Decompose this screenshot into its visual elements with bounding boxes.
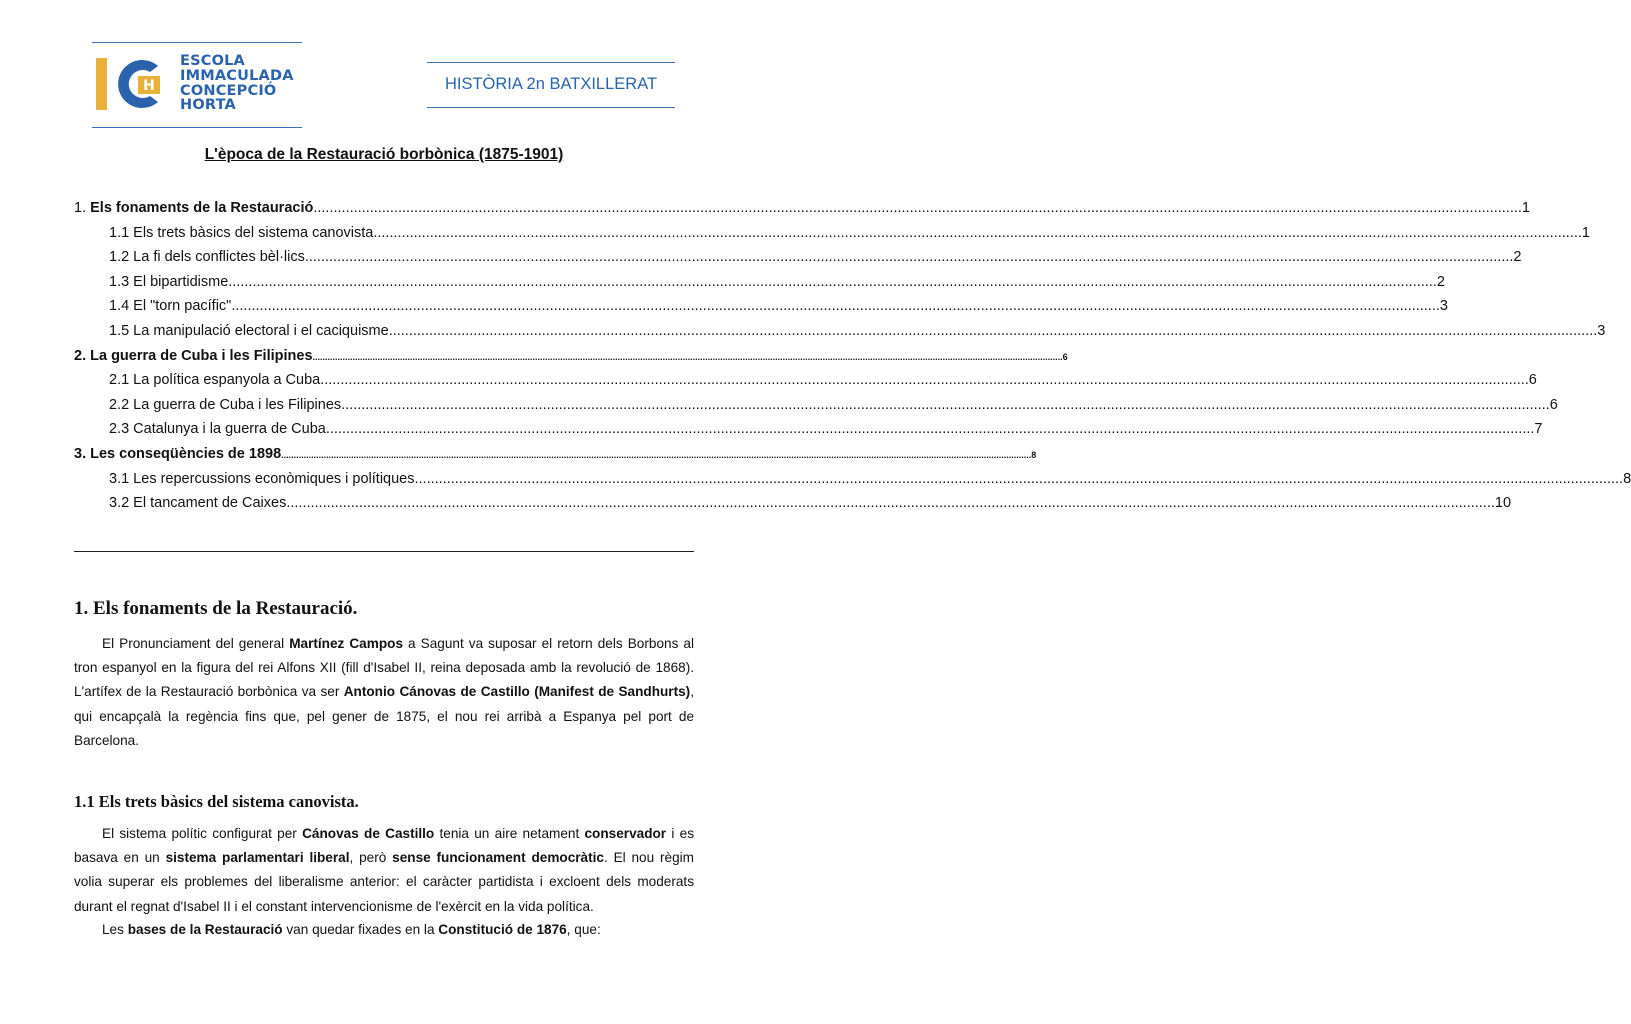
- toc-dot-leader: ............................................................................................................................................................................................................................................................................................................: [325, 421, 1535, 438]
- toc-entry-label: 1.4 El "torn pacífic": [109, 298, 232, 315]
- toc-entry-label: 2.2 La guerra de Cuba i les Filipines: [109, 396, 342, 413]
- toc-entry-label: 1.3 El bipartidisme: [109, 273, 229, 290]
- toc-entry-label: 1.1 Els trets bàsics del sistema canovista: [109, 224, 374, 241]
- toc-entry[interactable]: [74, 417, 1543, 442]
- toc-page-number: 10: [1494, 495, 1512, 512]
- toc-dot-leader: ............................................................................................................................................................................................................................................................................................................: [228, 273, 1437, 290]
- toc-dot-leader: ............................................................................................................................................................................................................................................................................................................: [313, 200, 1522, 216]
- course-header: [427, 62, 675, 108]
- toc-page-number: 6: [1528, 372, 1537, 389]
- toc-entry-label: 3.2 El tancament de Caixes: [109, 495, 287, 512]
- logo-line-3: CONCEPCIÓ: [180, 82, 277, 99]
- toc-page-number: 8: [1031, 449, 1037, 460]
- toc-dot-leader: ............................................................................................................................................................................................................................................................................................................: [341, 396, 1550, 413]
- document-title: L'època de la Restauració borbònica (1875-1901): [204, 146, 564, 163]
- bold-text: Constitució de 1876: [438, 922, 567, 937]
- toc-dot-leader: ............................................................................................................................................................................................................................................................................................................: [304, 249, 1514, 266]
- toc-entry[interactable]: [74, 294, 1448, 319]
- bold-text: sense funcionament democràtic: [392, 850, 604, 866]
- bold-text: conservador: [584, 826, 667, 841]
- toc-dot-leader: ............................................................................................................................................................................................................................................................................................................: [281, 449, 1032, 460]
- toc-page-number: 1: [1581, 224, 1590, 241]
- toc-entry-label: 2.1 La política espanyola a Cuba: [109, 372, 321, 389]
- toc-entry-label: 2.3 Catalunya i la guerra de Cuba: [109, 421, 326, 438]
- toc-entry[interactable]: [74, 344, 1068, 369]
- toc-entry[interactable]: [74, 270, 1445, 295]
- toc-entry[interactable]: [74, 245, 1522, 270]
- toc-entry-label: 1. Els fonaments de la Restauració: [74, 200, 314, 216]
- toc-page-number: 2: [1513, 249, 1522, 266]
- paragraph: El sistema polític configurat per Cánovas de Castillo tenia un aire netament conservador i es basava en un sistema parlamentari liberal, però sense funcionament democràtic. El nou règim volia superar els problemes del liberalisme anterior: el caràcter partidista i excloent dels moderats durant el regnat d'Isabel II i el constant intervencionisme de l'exèrcit en la vida política.: [74, 826, 695, 914]
- toc-page-number: 8: [1623, 470, 1631, 487]
- toc-page-number: 7: [1534, 421, 1543, 438]
- section-heading-1: 1. Els fonaments de la Restauració.: [74, 598, 358, 619]
- logo-top-rule: [92, 42, 302, 43]
- toc-page-number: 3: [1597, 322, 1606, 339]
- section-divider: [74, 551, 694, 552]
- course-bottom-rule: [427, 107, 675, 108]
- toc-entry[interactable]: [74, 196, 1530, 221]
- bold-text: Antonio Cánovas de Castillo (Manifest de Sandhurts): [343, 684, 691, 700]
- toc-dot-leader: ............................................................................................................................................................................................................................................................................................................: [231, 298, 1440, 315]
- bold-text: sistema parlamentari liberal: [165, 850, 350, 866]
- toc-dot-leader: ............................................................................................................................................................................................................................................................................................................: [312, 351, 1063, 362]
- ich-logo-icon: [96, 56, 176, 114]
- toc-entry-label: 1.2 La fi dels conflictes bèl·lics: [109, 249, 305, 266]
- toc-dot-leader: ............................................................................................................................................................................................................................................................................................................: [388, 322, 1598, 339]
- toc-page-number: 2: [1436, 273, 1445, 290]
- toc-entry-label: 3.1 Les repercussions econòmiques i polítiques: [109, 470, 415, 487]
- toc-page-number: 1: [1521, 200, 1530, 216]
- school-logo: [92, 42, 302, 130]
- toc-page-number: 6: [1062, 351, 1068, 362]
- toc-entry[interactable]: [74, 491, 1512, 516]
- toc-entry[interactable]: [74, 393, 1558, 418]
- bold-text: Cánovas de Castillo: [302, 826, 435, 841]
- bold-text: Martínez Campos: [289, 636, 403, 651]
- toc-entry-label: 2. La guerra de Cuba i les Filipines: [74, 347, 313, 364]
- logo-wordmark: [180, 54, 305, 113]
- svg-text:H: H: [143, 78, 155, 94]
- toc-entry[interactable]: [74, 368, 1537, 393]
- toc-dot-leader: ............................................................................................................................................................................................................................................................................................................: [320, 372, 1529, 389]
- toc-entry[interactable]: [74, 467, 1631, 492]
- paragraph: El Pronunciament del general Martínez Campos a Sagunt va suposar el retorn dels Borbons al tron espanyol en la figura del rei Alfons XII (fill d'Isabel II, reina deposada amb la revolució de 1868). L'artífex de la Restauració borbònica va ser Antonio Cánovas de Castillo (Manifest de Sandhurts), qui encapçalà la regència fins que, pel gener de 1875, el nou rei arribà a Espanya pel port de Barcelona.: [74, 636, 694, 748]
- logo-line-2: IMMACULADA: [180, 67, 294, 84]
- section-heading-1-1: 1.1 Els trets bàsics del sistema canovista.: [74, 792, 359, 811]
- logo-line-1: ESCOLA: [180, 53, 245, 69]
- logo-line-4: HORTA: [180, 97, 236, 114]
- toc-page-number: 6: [1549, 396, 1558, 413]
- paragraph: Les bases de la Restauració van quedar fixades en la Constitució de 1876, que:: [102, 922, 601, 937]
- table-of-contents: [74, 196, 1631, 516]
- bold-text: bases de la Restauració: [127, 922, 283, 937]
- toc-entry-label: 1.5 La manipulació electoral i el caciquisme: [109, 322, 389, 339]
- course-label: HISTÒRIA 2n BATXILLERAT: [444, 75, 658, 93]
- toc-entry[interactable]: [74, 221, 1590, 246]
- toc-entry-label: 3. Les conseqüències de 1898: [74, 445, 282, 462]
- toc-entry[interactable]: [74, 442, 1037, 467]
- toc-dot-leader: ............................................................................................................................................................................................................................................................................................................: [414, 470, 1624, 487]
- toc-dot-leader: ............................................................................................................................................................................................................................................................................................................: [286, 495, 1495, 512]
- course-top-rule: [427, 62, 675, 63]
- toc-entry[interactable]: [74, 319, 1606, 344]
- toc-dot-leader: ............................................................................................................................................................................................................................................................................................................: [373, 224, 1582, 241]
- logo-bottom-rule: [92, 127, 302, 128]
- toc-page-number: 3: [1439, 298, 1448, 315]
